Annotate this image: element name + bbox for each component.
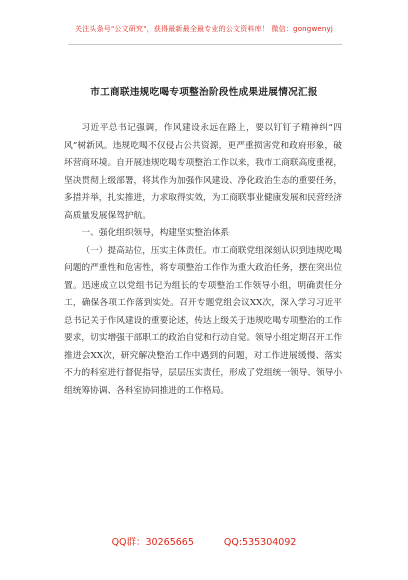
subsection-paragraph: （一）提高站位，压实主体责任。市工商联党组深刻认识到违规吃喝问题的严重性和危害性，将专项整治工作作为重大政治任务，摆在突出位置。迅速成立以党组书记为组长的专项整治工作领导小组，明确责任分工，确保各项工作落到实处。召开专题党组会议XX次，深入学习习近平总书记关于作风建设的重要论述，传达上级关于违规吃喝专项整治的工作要求，切实增强干部职工的政治自觉和行动自觉。领导小组定期召开工作推进会XX次，研究解决整治工作中遇到的问题，对工作进展缓慢、落实不力的科室进行督促指导，层层压实责任，形成了党组统一领导、领导小组统筹协调、各科室协同推进的工作格局。 (64, 245, 343, 396)
qq-contact-number: QQ:535304092 (223, 537, 297, 548)
footer-contact (0, 534, 408, 548)
header-divider (68, 44, 342, 45)
section-heading: 一、强化组织领导，构建坚实整治体系 (81, 228, 230, 238)
document-body (64, 120, 342, 400)
intro-paragraph: 习近平总书记强调，作风建设永远在路上，要以钉钉子精神纠“四风”树新风。违规吃喝不仅侵占公共资源，更严重损害党和政府形象，破坏营商环境。自开展违规吃喝专项整治工作以来，我市工商联高度重视，坚决贯彻上级部署，将其作为加强作风建设、净化政治生态的重要任务，多措并举，扎实推进，力求取得实效，为工商联事业健康发展和民营经济高质量发展保驾护航。 (64, 123, 342, 221)
document-title: 市工商联违规吃喝专项整治阶段性成果进展情况汇报 (90, 87, 318, 98)
qq-group-number: QQ群：30265665 (111, 537, 194, 548)
header-banner: 关注头条号"公文研究"，获得最新最全最专业的公文资料库！ 微信：gongwenyj (74, 25, 334, 33)
